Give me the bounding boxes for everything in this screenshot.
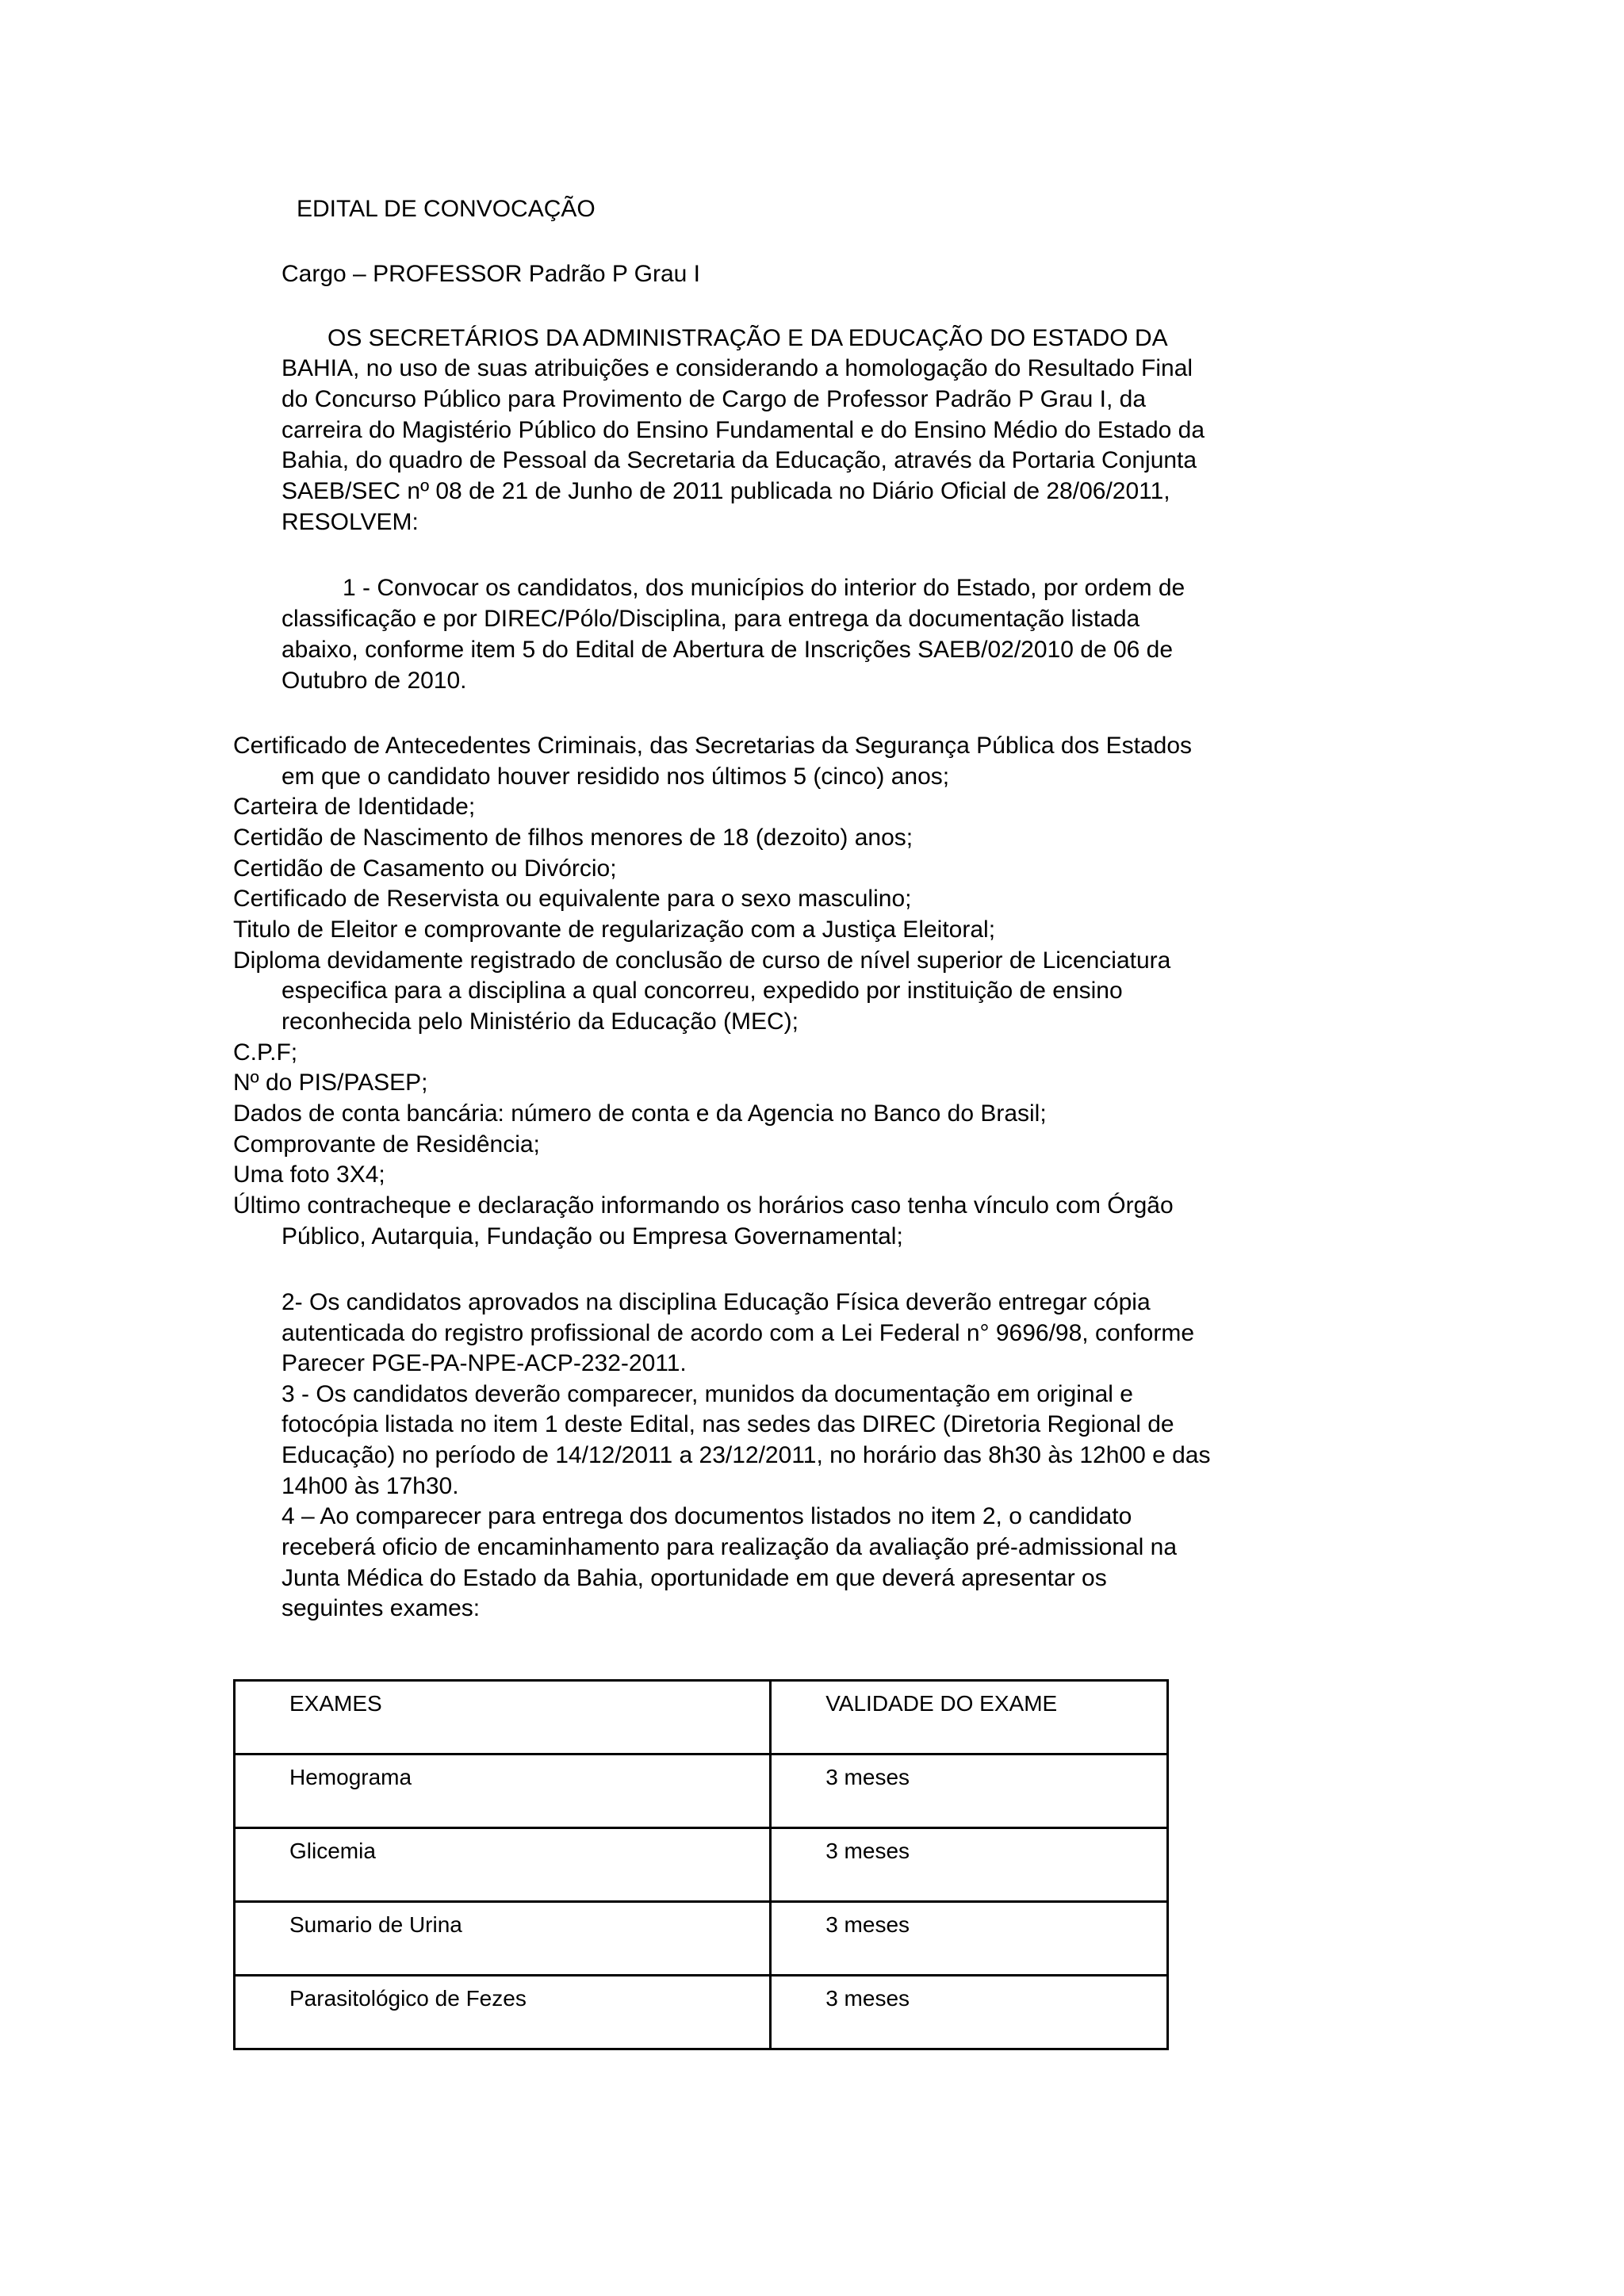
table-cell: 3 meses bbox=[771, 1828, 1168, 1902]
table-row bbox=[235, 1976, 1168, 2049]
table-cell: Glicemia bbox=[235, 1828, 771, 1902]
item-line: 2- Os candidatos aprovados na disciplina Educação Física deverão entregar cópia bbox=[282, 1289, 1151, 1315]
document-list-line: Nº do PIS/PASEP; bbox=[233, 1070, 428, 1096]
table-cell: Hemograma bbox=[235, 1755, 771, 1828]
item-line: seguintes exames: bbox=[282, 1595, 481, 1621]
exams-table bbox=[233, 1679, 1169, 2050]
item-line: Junta Médica do Estado da Bahia, oportunidade em que deverá apresentar os bbox=[282, 1565, 1107, 1591]
document-list-line: Dados de conta bancária: número de conta e da Agencia no Banco do Brasil; bbox=[233, 1100, 1047, 1127]
document-list-line: Certificado de Antecedentes Criminais, das Secretarias da Segurança Pública dos Estados bbox=[233, 733, 1193, 759]
intro-line: do Concurso Público para Provimento de Cargo de Professor Padrão P Grau I, da bbox=[282, 386, 1147, 412]
document-list-line: Titulo de Eleitor e comprovante de regularização com a Justiça Eleitoral; bbox=[233, 916, 996, 943]
intro-line: SAEB/SEC nº 08 de 21 de Junho de 2011 publicada no Diário Oficial de 28/06/2011, bbox=[282, 478, 1170, 504]
table-cell: 3 meses bbox=[771, 1902, 1168, 1976]
table-cell: Sumario de Urina bbox=[235, 1902, 771, 1976]
document-list-line: Comprovante de Residência; bbox=[233, 1131, 540, 1158]
table-cell: 3 meses bbox=[771, 1976, 1168, 2049]
document-list-line: Certidão de Nascimento de filhos menores de 18 (dezoito) anos; bbox=[233, 825, 914, 851]
intro-line: BAHIA, no uso de suas atribuições e considerando a homologação do Resultado Final bbox=[282, 355, 1193, 381]
item1-line: Outubro de 2010. bbox=[282, 668, 467, 694]
document-list-line: reconhecida pelo Ministério da Educação (MEC); bbox=[282, 1008, 799, 1035]
table-header-cell: VALIDADE DO EXAME bbox=[771, 1681, 1168, 1755]
table-row bbox=[235, 1755, 1168, 1828]
document-list-line: Último contracheque e declaração informando os horários caso tenha vínculo com Órgão bbox=[233, 1192, 1174, 1219]
item-line: autenticada do registro profissional de acordo com a Lei Federal n° 9696/98, conforme bbox=[282, 1320, 1195, 1346]
document-list-line: em que o candidato houver residido nos últimos 5 (cinco) anos; bbox=[282, 763, 950, 790]
item-line: fotocópia listada no item 1 deste Edital, nas sedes das DIREC (Diretoria Regional de bbox=[282, 1411, 1174, 1437]
table-header-cell: EXAMES bbox=[235, 1681, 771, 1755]
document-title: EDITAL DE CONVOCAÇÃO bbox=[297, 196, 596, 222]
intro-line: Bahia, do quadro de Pessoal da Secretaria da Educação, através da Portaria Conjunta bbox=[282, 447, 1197, 473]
table-header-row bbox=[235, 1681, 1168, 1755]
intro-line: OS SECRETÁRIOS DA ADMINISTRAÇÃO E DA EDUCAÇÃO DO ESTADO DA bbox=[327, 325, 1168, 351]
table-cell: 3 meses bbox=[771, 1755, 1168, 1828]
item1-line: 1 - Convocar os candidatos, dos municípios do interior do Estado, por ordem de bbox=[343, 575, 1185, 601]
item-line: 4 – Ao comparecer para entrega dos documentos listados no item 2, o candidato bbox=[282, 1503, 1132, 1529]
item1-line: classificação e por DIREC/Pólo/Disciplina, para entrega da documentação listada bbox=[282, 606, 1140, 632]
document-list-line: Certidão de Casamento ou Divórcio; bbox=[233, 855, 617, 882]
item-line: receberá oficio de encaminhamento para realização da avaliação pré-admissional na bbox=[282, 1534, 1177, 1560]
document-list-line: especifica para a disciplina a qual concorreu, expedido por instituição de ensino bbox=[282, 978, 1123, 1004]
table-row bbox=[235, 1828, 1168, 1902]
cargo-line: Cargo – PROFESSOR Padrão P Grau I bbox=[282, 261, 701, 287]
document-list-line: Público, Autarquia, Fundação ou Empresa Governamental; bbox=[282, 1223, 903, 1249]
document-list-line: Diploma devidamente registrado de conclusão de curso de nível superior de Licenciatura bbox=[233, 947, 1171, 974]
item-line: Parecer PGE-PA-NPE-ACP-232-2011. bbox=[282, 1350, 687, 1376]
document-list-line: Uma foto 3X4; bbox=[233, 1161, 385, 1188]
item1-line: abaixo, conforme item 5 do Edital de Abertura de Inscrições SAEB/02/2010 de 06 de bbox=[282, 637, 1174, 663]
document-list-line: Carteira de Identidade; bbox=[233, 794, 476, 820]
table-row bbox=[235, 1902, 1168, 1976]
document-list-line: Certificado de Reservista ou equivalente para o sexo masculino; bbox=[233, 886, 912, 912]
table-cell: Parasitológico de Fezes bbox=[235, 1976, 771, 2049]
item-line: Educação) no período de 14/12/2011 a 23/12/2011, no horário das 8h30 às 12h00 e das bbox=[282, 1442, 1211, 1468]
item-line: 3 - Os candidatos deverão comparecer, munidos da documentação em original e bbox=[282, 1381, 1133, 1407]
intro-line: RESOLVEM: bbox=[282, 509, 419, 535]
document-list-line: C.P.F; bbox=[233, 1039, 298, 1066]
item-line: 14h00 às 17h30. bbox=[282, 1473, 459, 1499]
intro-line: carreira do Magistério Público do Ensino Fundamental e do Ensino Médio do Estado da bbox=[282, 417, 1205, 443]
